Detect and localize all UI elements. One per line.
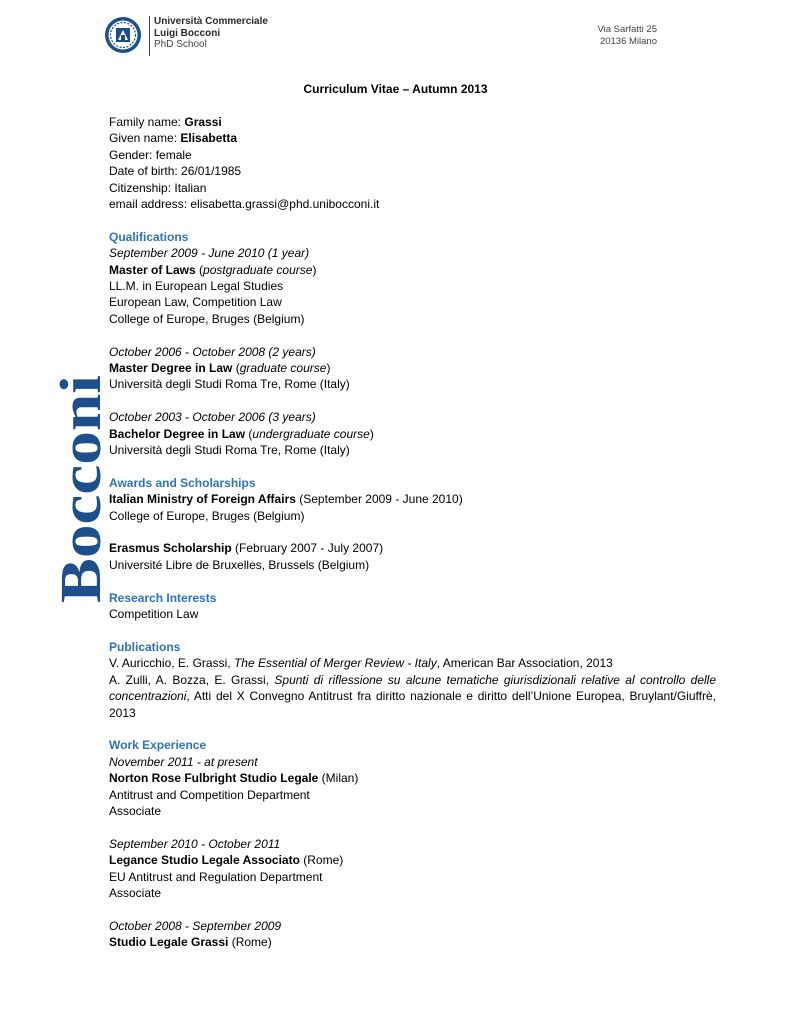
university-logo — [104, 14, 268, 58]
paren-open: ( — [232, 361, 240, 376]
award-name: Erasmus Scholarship — [109, 541, 232, 556]
awards-heading: Awards and Scholarships — [109, 475, 256, 490]
work-period: November 2011 - at present — [109, 754, 258, 769]
paren-close: ) — [369, 426, 374, 441]
work-employer: Norton Rose Fulbright Studio Legale — [109, 771, 319, 786]
research-heading: Research Interests — [109, 590, 217, 605]
work-employer: Legance Studio Legale Associato — [109, 853, 300, 868]
degree-type: postgraduate course — [203, 262, 313, 277]
work-line: Associate — [109, 803, 162, 818]
publications-heading: Publications — [109, 639, 181, 654]
qualification-degree — [109, 360, 716, 376]
award-place: College of Europe, Bruges (Belgium) — [109, 508, 305, 523]
award-name: Italian Ministry of Foreign Affairs — [109, 492, 296, 507]
degree-name: Master Degree in Law — [109, 361, 233, 376]
wordmark-text: Bocconi — [48, 406, 113, 603]
work-city: (Rome) — [299, 853, 344, 868]
given-name-label: Given name: — [109, 131, 181, 146]
qualification-line: LL.M. in European Legal Studies — [109, 279, 284, 294]
work-employer-line — [109, 770, 716, 786]
work-employer-line — [109, 852, 716, 868]
document-title: Curriculum Vitae – Autumn 2013 — [303, 82, 488, 96]
bocconi-vertical-wordmark — [48, 365, 113, 605]
qualification-degree — [109, 426, 716, 442]
given-name-line — [109, 130, 716, 146]
university-line-1: Università Commerciale — [154, 16, 268, 27]
publication-details: , Atti del X Convegno Antitrust fra diritto nazionale e diritto dell’Unione Europea, Bruylant/Giuffrè, 2013 — [109, 689, 716, 720]
cv-body — [109, 114, 716, 951]
work-employer-line — [109, 934, 716, 950]
publication-authors: V. Auricchio, E. Grassi, — [109, 656, 234, 671]
award-title — [109, 540, 716, 556]
family-name-label: Family name: — [109, 115, 185, 129]
work-line: Antitrust and Competition Department — [109, 787, 310, 802]
paren-open: ( — [245, 426, 253, 441]
citizenship-line: Citizenship: Italian — [109, 180, 207, 195]
work-heading: Work Experience — [109, 738, 207, 753]
family-name-line — [109, 114, 716, 130]
qualification-degree — [109, 262, 716, 278]
given-name-value: Elisabetta — [180, 131, 238, 146]
award-dates: (September 2009 - June 2010) — [295, 492, 463, 507]
address-street: Via Sarfatti 25 — [597, 24, 657, 35]
address-block — [597, 24, 657, 48]
qualification-line: Università degli Studi Roma Tre, Rome (Italy) — [109, 443, 350, 458]
university-name — [154, 16, 268, 51]
dob-line: Date of birth: 26/01/1985 — [109, 164, 242, 179]
award-dates: (February 2007 - July 2007) — [231, 541, 384, 556]
paren-open: ( — [195, 262, 204, 277]
work-period: October 2008 - September 2009 — [109, 918, 282, 933]
qualification-period: October 2003 - October 2006 (3 years) — [109, 410, 316, 425]
paren-close: ) — [312, 262, 317, 277]
degree-type: graduate course — [239, 361, 327, 376]
work-employer: Studio Legale Grassi — [109, 935, 229, 950]
qualification-line: College of Europe, Bruges (Belgium) — [109, 311, 305, 326]
publication-title: Spunti di riflessione su alcune tematiche giurisdizionali relative al controllo delle concentrazioni — [109, 672, 716, 704]
qualifications-heading: Qualifications — [109, 229, 189, 244]
qualification-line: European Law, Competition Law — [109, 295, 282, 310]
work-city: (Rome) — [228, 935, 272, 950]
family-name-value: Grassi — [184, 115, 222, 129]
address-city: 20136 Milano — [599, 36, 657, 47]
research-interest: Competition Law — [109, 607, 199, 622]
degree-type: undergraduate course — [252, 426, 370, 441]
work-line: Associate — [109, 885, 162, 900]
qualification-line: Università degli Studi Roma Tre, Rome (Italy) — [109, 377, 350, 392]
work-city: (Milan) — [318, 771, 359, 786]
publication-details: , American Bar Association, 2013 — [436, 656, 613, 671]
degree-name: Bachelor Degree in Law — [109, 426, 246, 441]
work-line: EU Antitrust and Regulation Department — [109, 869, 323, 884]
university-line-2: Luigi Bocconi — [154, 27, 221, 39]
publication-title: The Essential of Merger Review - Italy — [233, 656, 437, 671]
degree-name: Master of Laws — [109, 262, 196, 277]
gender-line: Gender: female — [109, 147, 192, 162]
logo-divider — [149, 16, 150, 56]
qualification-period: October 2006 - October 2008 (2 years) — [109, 344, 316, 359]
publication-entry — [109, 655, 716, 671]
bocconi-seal-icon — [104, 16, 142, 54]
work-period: September 2010 - October 2011 — [109, 836, 281, 851]
qualification-period: September 2009 - June 2010 (1 year) — [109, 246, 310, 261]
publication-entry — [109, 672, 716, 721]
award-title — [109, 491, 716, 507]
award-place: Université Libre de Bruxelles, Brussels (Belgium) — [109, 557, 370, 572]
school-name: PhD School — [154, 39, 207, 50]
email-line: email address: elisabetta.grassi@phd.unibocconi.it — [109, 197, 380, 212]
paren-close: ) — [326, 361, 331, 376]
publication-authors: A. Zulli, A. Bozza, E. Grassi, — [109, 672, 275, 687]
